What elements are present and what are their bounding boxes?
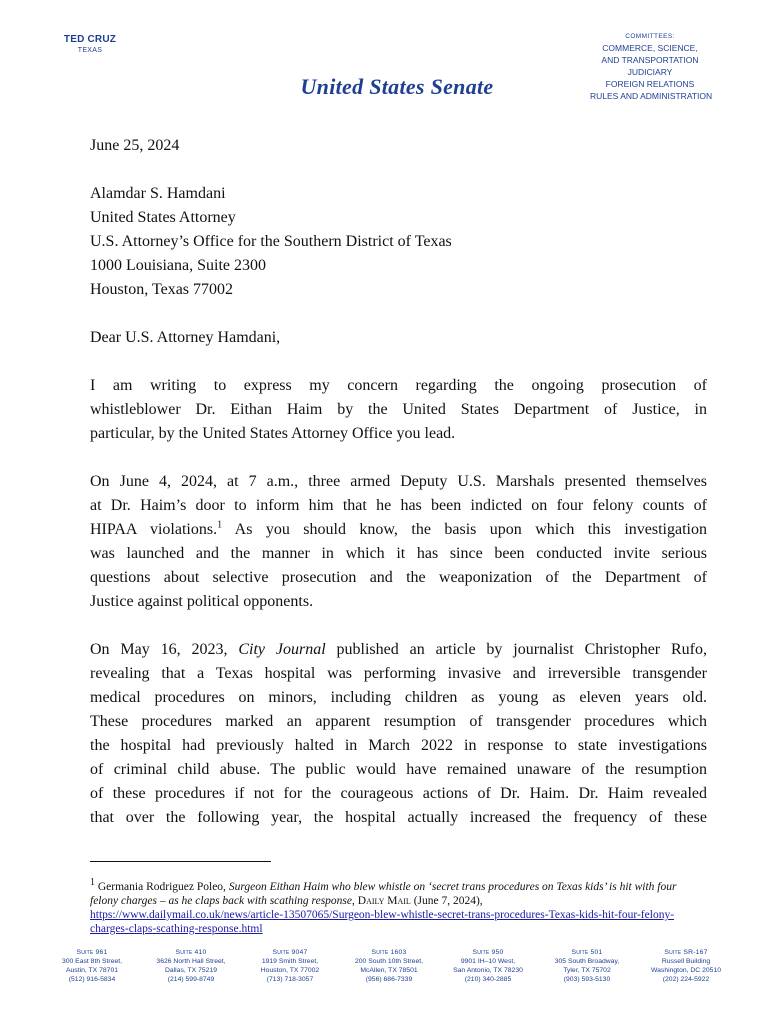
- publication-title: City Journal: [238, 641, 326, 658]
- footnote-divider: [90, 861, 271, 862]
- office-street: 200 South 10th Street,: [354, 958, 424, 965]
- committee-item: JUDICIARY: [627, 67, 673, 77]
- recipient-address: [90, 182, 707, 302]
- paragraph-line-with-footnote: [90, 518, 707, 542]
- committees-heading: COMMITTEES:: [625, 33, 675, 40]
- office-phone: (214) 599-8749: [167, 976, 215, 983]
- office-street: 300 East 8th Street,: [61, 958, 123, 965]
- paragraph-line: revealing that a Texas hospital was performing invasive and irreversible transgender: [90, 665, 707, 682]
- sender-name: TED CRUZ: [63, 34, 117, 45]
- office-street: 305 South Broadway,: [554, 958, 620, 965]
- committees-block: [590, 32, 713, 102]
- office-phone: (903) 593-5130: [563, 976, 611, 983]
- paragraph-text: On May 16, 2023,: [90, 641, 239, 658]
- footnote-source: Daily Mail: [357, 895, 411, 907]
- recipient-line: 1000 Louisiana, Suite 2300: [90, 257, 266, 274]
- recipient-line: United States Attorney: [90, 209, 236, 226]
- paragraph-line: Justice against political opponents.: [90, 593, 314, 610]
- office-austin: [48, 948, 136, 984]
- office-suite: Suite 950: [472, 949, 504, 956]
- office-tyler: [543, 948, 631, 984]
- office-phone: (512) 916-5834: [68, 976, 116, 983]
- paragraph-text: published an article by journalist Christopher Rufo,: [325, 641, 708, 658]
- paragraph-line: On June 4, 2024, at 7 a.m., three armed Deputy U.S. Marshals presented themselves: [90, 473, 707, 490]
- paragraph-line: whistleblower Dr. Eithan Haim by the United States Department of Justice, in: [90, 401, 707, 418]
- office-street: 9901 IH–10 West,: [460, 958, 516, 965]
- paragraph-line: the hospital had previously halted in March 2022 in response to state investigations: [90, 737, 707, 754]
- office-washington: [642, 948, 730, 984]
- office-suite: Suite 9047: [272, 949, 308, 956]
- office-city: Austin, TX 78701: [65, 967, 119, 974]
- footnote: [90, 877, 690, 936]
- footnote-date: (June 7, 2024),: [410, 895, 483, 907]
- office-suite: Suite 961: [76, 949, 108, 956]
- office-street: 3626 North Hall Street,: [156, 958, 226, 965]
- paragraph-line: These procedures marked an apparent resumption of transgender procedures which: [90, 713, 707, 730]
- committee-item: FOREIGN RELATIONS: [605, 79, 695, 89]
- office-city: Houston, TX 77002: [260, 967, 320, 974]
- office-suite: Suite SR-167: [664, 949, 708, 956]
- footnote-marker: 1: [90, 877, 95, 889]
- letter-date: June 25, 2024: [90, 137, 180, 154]
- office-phone: (210) 340-2885: [464, 976, 512, 983]
- office-suite: Suite 1603: [371, 949, 407, 956]
- office-city: Dallas, TX 75219: [164, 967, 217, 974]
- paragraph-text: HIPAA violations.: [90, 521, 218, 538]
- paragraph-2: [90, 470, 707, 614]
- recipient-line: Alamdar S. Hamdani: [90, 185, 226, 202]
- office-city: Washington, DC 20510: [650, 967, 722, 974]
- paragraph-3: [90, 638, 707, 830]
- paragraph-line: questions about selective prosecution and the weaponization of the Department of: [90, 569, 707, 586]
- recipient-line: Houston, Texas 77002: [90, 281, 234, 298]
- sender-block: [60, 34, 120, 55]
- office-phone: (202) 224-5922: [662, 976, 710, 983]
- footnote-article-title: Surgeon Eithan Haim who blew whistle on ‘secret trans procedures on Texas kids’ is hit with four felony charges – as he claps back with scathing response: [90, 881, 677, 907]
- salutation: Dear U.S. Attorney Hamdani,: [90, 329, 281, 346]
- office-street: 1919 Smith Street,: [261, 958, 319, 965]
- senate-title: United States Senate: [300, 74, 494, 99]
- footnote-author: Germania Rodriguez Poleo,: [95, 881, 229, 893]
- office-suite: Suite 410: [175, 949, 207, 956]
- office-mcallen: [345, 948, 433, 984]
- paragraph-line: of these procedures if not for the courageous actions of Dr. Haim. Dr. Haim revealed: [90, 785, 707, 802]
- office-san-antonio: [444, 948, 532, 984]
- paragraph-line: medical procedures on minors, including children as young as eleven years old.: [90, 689, 707, 706]
- footnote-link[interactable]: https://www.dailymail.co.uk/news/article-13507065/Surgeon-blew-whistle-secret-trans-procedures-Texas-kids-hit-four-felony-charges-claps-scathing-response.html: [90, 909, 675, 935]
- paragraph-line: I am writing to express my concern regarding the ongoing prosecution of: [90, 377, 707, 394]
- office-street: Russell Building: [661, 958, 711, 965]
- office-addresses: [48, 948, 738, 1000]
- footnote-separator: ,: [352, 895, 358, 907]
- paragraph-line: particular, by the United States Attorney Office you lead.: [90, 425, 456, 442]
- paragraph-line: was launched and the manner in which it has since been conducted invite serious: [90, 545, 707, 562]
- paragraph-1: [90, 374, 707, 446]
- office-houston: [246, 948, 334, 984]
- paragraph-text: As you should know, the basis upon which this investigation: [222, 521, 707, 538]
- recipient-line: U.S. Attorney’s Office for the Southern District of Texas: [90, 233, 452, 250]
- sender-state: TEXAS: [77, 47, 103, 54]
- footnote-reference[interactable]: 1: [217, 519, 223, 531]
- committee-item: AND TRANSPORTATION: [601, 55, 699, 65]
- office-dallas: [147, 948, 235, 984]
- office-suite: Suite 501: [571, 949, 603, 956]
- office-phone: (713) 718-3057: [266, 976, 314, 983]
- office-city: McAllen, TX 78501: [360, 967, 418, 974]
- office-city: San Antonio, TX 78230: [453, 967, 523, 974]
- committee-item: COMMERCE, SCIENCE,: [602, 43, 698, 53]
- committee-item: RULES AND ADMINISTRATION: [590, 91, 713, 101]
- office-phone: (956) 686-7339: [365, 976, 413, 983]
- paragraph-line: of criminal child abuse. The public would have remained unaware of the resumption: [90, 761, 707, 778]
- paragraph-line-with-title: [90, 638, 707, 662]
- paragraph-line: at Dr. Haim’s door to inform him that he has been indicted on four felony counts of: [90, 497, 707, 514]
- paragraph-line: that over the following year, the hospital actually increased the frequency of these: [90, 809, 707, 826]
- office-city: Tyler, TX 75702: [563, 967, 611, 974]
